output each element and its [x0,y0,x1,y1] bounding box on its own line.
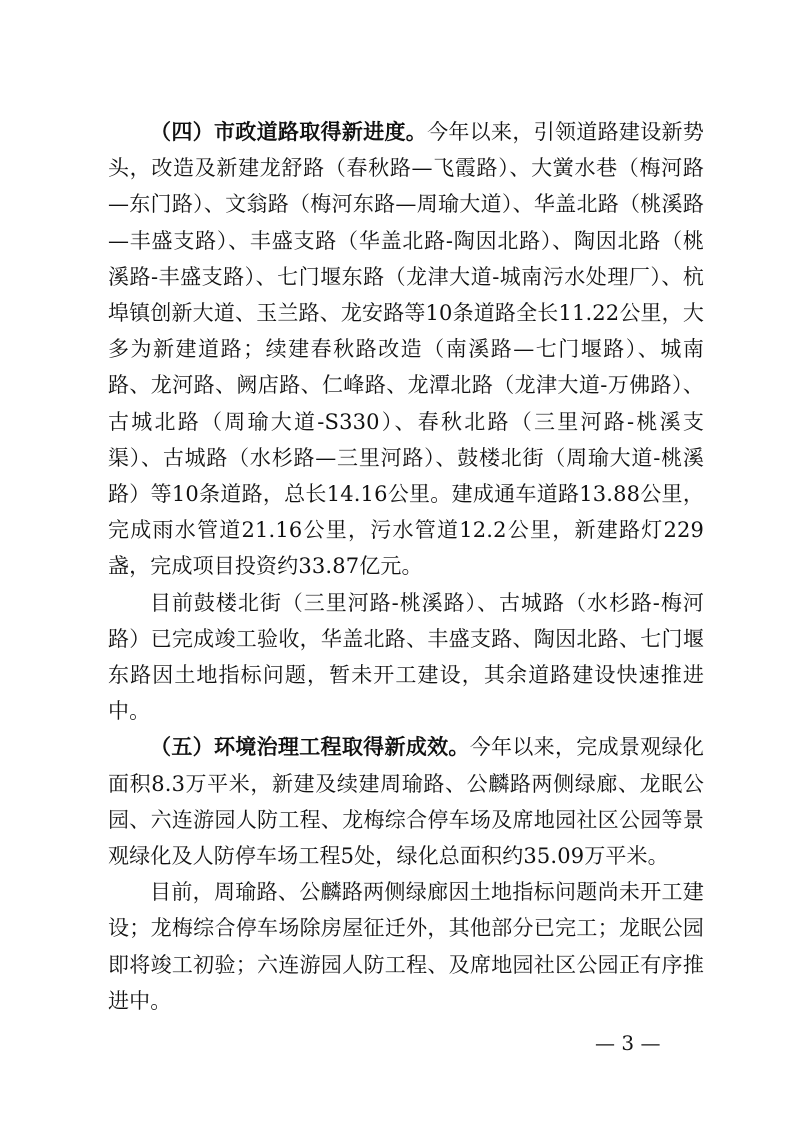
paragraph-text: 今年以来，引领道路建设新势头，改造及新建龙舒路（春秋路—飞霞路）、大黉水巷（梅河路—东门路）、文翁路（梅河东路—周瑜大道）、华盖北路（桃溪路—丰盛支路）、丰盛支路（华盖北路-陶因北路）、陶因北路（桃溪路-丰盛支路）、七门堰东路（龙津大道-城南污水处理厂）、杭埠镇创新大道、玉兰路、龙安路等10条道路全长11.22公里，大多为新建道路；续建春秋路改造（南溪路—七门堰路）、城南路、龙河路、阙店路、仁峰路、龙潭北路（龙津大道-万佛路）、古城北路（周瑜大道-S330）、春秋北路（三里河路-桃溪支渠）、古城路（水杉路—三里河路）、鼓楼北街（周瑜大道-桃溪路）等10条道路，总长14.16公里。建成通车道路13.88公里，完成雨水管道21.16公里，污水管道12.2公里，新建路灯229盏，完成项目投资约33.87亿元。 [108,120,704,579]
paragraph-text: 目前鼓楼北街（三里河路-桃溪路）、古城路（水杉路-梅河路）已完成竣工验收，华盖北路、丰盛支路、陶因北路、七门堰东路因土地指标问题，暂未开工建设，其余道路建设快速推进中。 [108,590,704,724]
paragraph-text: 目前，周瑜路、公麟路两侧绿廊因土地指标问题尚未开工建设；龙梅综合停车场除房屋征迁外，其他部分已完工；龙眠公园即将竣工初验；六连游园人防工程、及席地园社区公园正有序推进中。 [108,880,704,1013]
paragraph-roads-status [108,585,704,730]
section-heading-municipal-roads: （四）市政道路取得新进度。 [150,119,428,144]
paragraph-text: 今年以来，完成景观绿化面积8.3万平米，新建及续建周瑜路、公麟路两侧绿廊、龙眠公园、六连游园人防工程、龙梅综合停车场及席地园社区公园等景观绿化及人防停车场工程5处，绿化总面积约35.09万平米。 [108,735,705,869]
section-heading-environment: （五）环境治理工程取得新成效。 [150,734,470,760]
document-body [108,114,704,1019]
paragraph-environment [108,729,704,874]
paragraph-environment-status [108,874,704,1019]
page-number: — 3 — [595,1031,661,1055]
paragraph-municipal-roads [108,114,704,585]
